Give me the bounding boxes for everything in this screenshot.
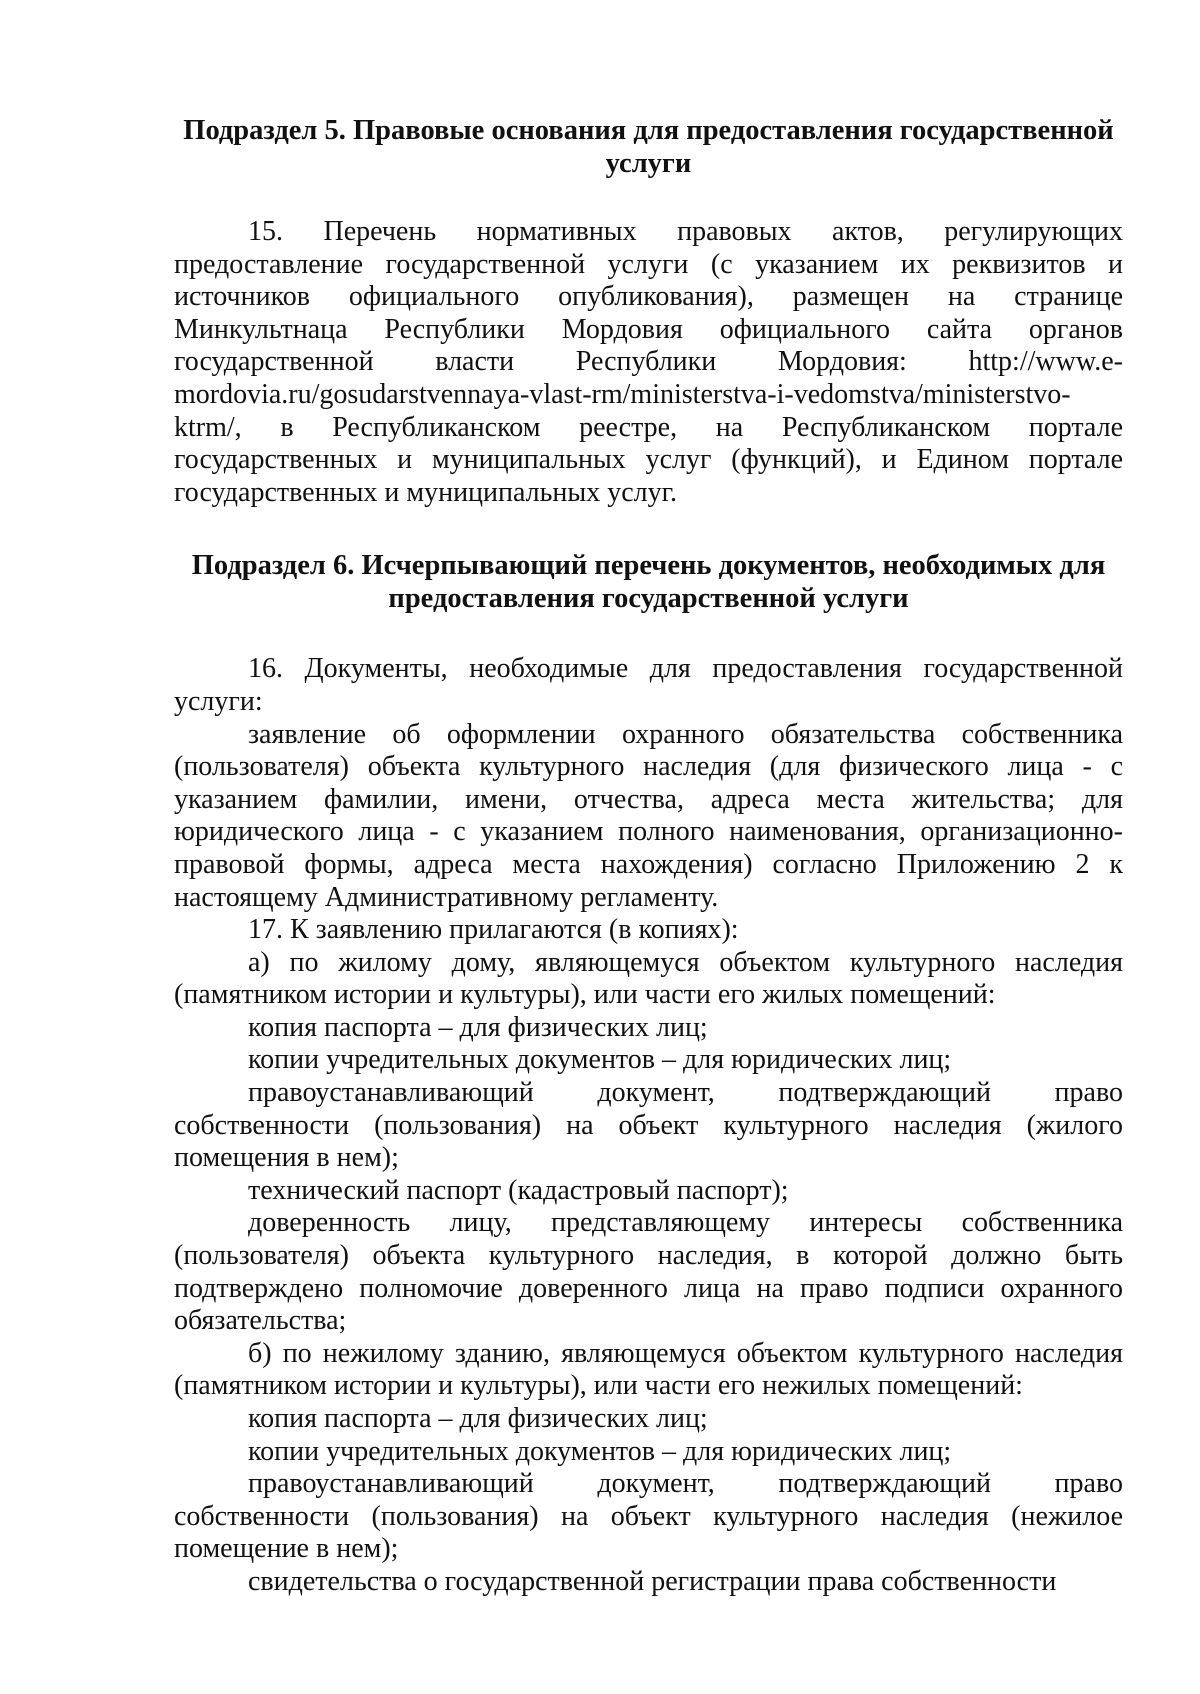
paragraph-17b-founding-docs: копии учредительных документов – для юридических лиц; [248, 1435, 952, 1467]
section-5-heading: Подраздел 5. Правовые основания для предоставления государственной услуги [183, 115, 1114, 179]
paragraph-17b-title-doc: правоустанавливающий документ, подтверждающий право собственности (пользования) на объект культурного наследия (нежилое помещение в нем); [174, 1468, 1123, 1565]
paragraph-17a-power-of-attorney: доверенность лицу, представляющему интересы собственника (пользователя) объекта культурного наследия, в которой должно быть подтверждено полномочие доверенного лица на право подписи охранного обязательства; [174, 1207, 1123, 1337]
paragraph-16-application: заявление об оформлении охранного обязательства собственника (пользователя) объекта культурного наследия (для физического лица - с указанием фамилии, имени, отчества, адреса места жительства; для юридического лица - с указанием полного наименования, организационно-правовой формы, адреса места нахождения) согласно Приложению 2 к настоящему Административному регламенту. [174, 718, 1123, 913]
paragraph-17a-passport: копия паспорта – для физических лиц; [248, 1011, 708, 1043]
section-6-heading: Подраздел 6. Исчерпывающий перечень документов, необходимых для предоставления государственной услуги [191, 550, 1106, 615]
paragraph-17a-title-doc: правоустанавливающий документ, подтверждающий право собственности (пользования) на объект культурного наследия (жилого помещения в нем); [174, 1077, 1123, 1174]
paragraph-17b-passport: копия паспорта – для физических лиц; [248, 1403, 708, 1434]
paragraph-17b: б) по нежилому зданию, являющемуся объектом культурного наследия (памятником истории и культуры), или части его нежилых помещений: [174, 1337, 1123, 1402]
paragraph-17a-tech-passport: технический паспорт (кадастровый паспорт); [248, 1174, 789, 1206]
paragraph-17a-founding-docs: копии учредительных документов – для юридических лиц; [248, 1044, 952, 1076]
paragraph-17: 17. К заявлению прилагаются (в копиях): [248, 914, 739, 946]
document-page [174, 114, 1123, 1599]
paragraph-17a: а) по жилому дому, являющемуся объектом культурного наследия (памятником истории и культуры), или части его жилых помещений: [174, 946, 1123, 1011]
paragraph-16: 16. Документы, необходимые для предоставления государственной услуги: [174, 653, 1123, 717]
paragraph-15: 15. Перечень нормативных правовых актов, регулирующих предоставление государственной услуги (с указанием их реквизитов и источников официального опубликования), размещен на странице Минкультнаца Республики Мордовия официального сайта органов государственной власти Республики Мордовия: http://www.e-mordovia.ru/gosudarstvennaya-vlast-rm/ministerstva-i-vedomstva/ministerstvo-ktrm/, в Республиканском реестре, на Республиканском портале государственных и муниципальных услуг (функций), и Едином портале государственных и муниципальных услуг. [174, 216, 1123, 508]
paragraph-17b-registration: свидетельства о государственной регистрации права собственности [248, 1565, 1057, 1597]
